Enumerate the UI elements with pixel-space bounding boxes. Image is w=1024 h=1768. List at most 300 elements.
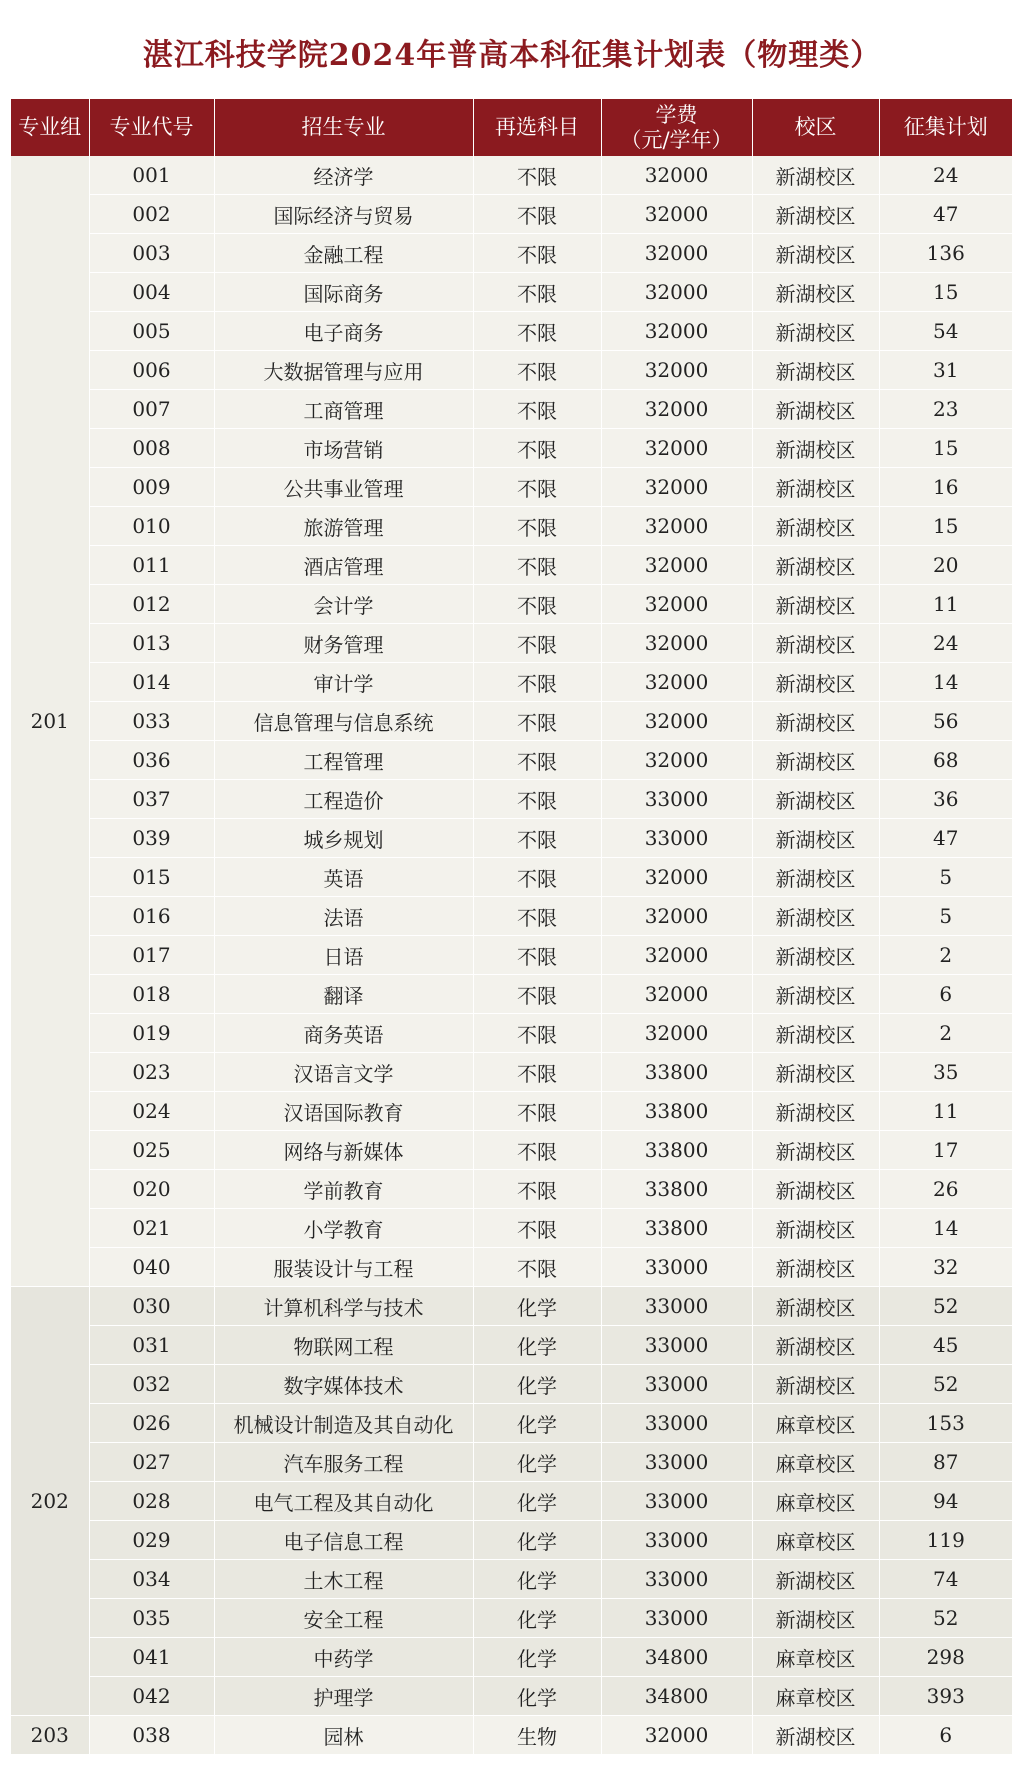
cell-subject: 不限 (473, 936, 601, 975)
header-code: 专业代号 (89, 99, 214, 156)
cell-code: 007 (89, 390, 214, 429)
table-body (11, 156, 1012, 1755)
cell-code: 041 (89, 1638, 214, 1677)
cell-quota: 47 (879, 819, 1012, 858)
table-header-row (11, 99, 1012, 156)
cell-subject: 不限 (473, 429, 601, 468)
cell-campus: 麻章校区 (752, 1677, 879, 1716)
table-row (11, 819, 1012, 858)
cell-tuition: 32000 (601, 897, 752, 936)
table-row (11, 1170, 1012, 1209)
cell-campus: 麻章校区 (752, 1404, 879, 1443)
cell-major: 物联网工程 (214, 1326, 473, 1365)
cell-tuition: 32000 (601, 507, 752, 546)
cell-quota: 11 (879, 1092, 1012, 1131)
header-quota: 征集计划 (879, 99, 1012, 156)
cell-code: 011 (89, 546, 214, 585)
cell-major: 护理学 (214, 1677, 473, 1716)
table-row (11, 1443, 1012, 1482)
cell-campus: 新湖校区 (752, 390, 879, 429)
cell-major: 土木工程 (214, 1560, 473, 1599)
cell-subject: 不限 (473, 1209, 601, 1248)
cell-tuition: 33000 (601, 780, 752, 819)
cell-major: 小学教育 (214, 1209, 473, 1248)
cell-quota: 2 (879, 936, 1012, 975)
cell-subject: 化学 (473, 1638, 601, 1677)
cell-subject: 不限 (473, 351, 601, 390)
cell-quota: 14 (879, 1209, 1012, 1248)
cell-quota: 2 (879, 1014, 1012, 1053)
cell-code: 028 (89, 1482, 214, 1521)
cell-code: 015 (89, 858, 214, 897)
cell-subject: 不限 (473, 195, 601, 234)
cell-subject: 化学 (473, 1326, 601, 1365)
table-row (11, 1677, 1012, 1716)
table-row (11, 429, 1012, 468)
cell-quota: 87 (879, 1443, 1012, 1482)
cell-quota: 16 (879, 468, 1012, 507)
cell-tuition: 33800 (601, 1209, 752, 1248)
cell-subject: 化学 (473, 1287, 601, 1326)
cell-subject: 不限 (473, 585, 601, 624)
cell-code: 039 (89, 819, 214, 858)
cell-campus: 新湖校区 (752, 507, 879, 546)
cell-quota: 23 (879, 390, 1012, 429)
cell-tuition: 32000 (601, 312, 752, 351)
cell-campus: 新湖校区 (752, 1209, 879, 1248)
cell-code: 042 (89, 1677, 214, 1716)
cell-major: 酒店管理 (214, 546, 473, 585)
cell-tuition: 32000 (601, 234, 752, 273)
cell-tuition: 32000 (601, 468, 752, 507)
cell-major: 英语 (214, 858, 473, 897)
table-row (11, 1092, 1012, 1131)
cell-tuition: 32000 (601, 429, 752, 468)
cell-quota: 5 (879, 858, 1012, 897)
cell-tuition: 34800 (601, 1638, 752, 1677)
cell-major: 法语 (214, 897, 473, 936)
table-row (11, 1131, 1012, 1170)
cell-tuition: 33000 (601, 1248, 752, 1287)
cell-major: 电气工程及其自动化 (214, 1482, 473, 1521)
cell-major: 经济学 (214, 156, 473, 195)
table-row (11, 468, 1012, 507)
cell-major: 汉语言文学 (214, 1053, 473, 1092)
cell-tuition: 32000 (601, 741, 752, 780)
cell-group: 203 (11, 1716, 89, 1755)
cell-subject: 化学 (473, 1404, 601, 1443)
cell-campus: 新湖校区 (752, 1716, 879, 1755)
cell-quota: 119 (879, 1521, 1012, 1560)
cell-tuition: 33000 (601, 1482, 752, 1521)
cell-code: 002 (89, 195, 214, 234)
cell-quota: 153 (879, 1404, 1012, 1443)
cell-major: 财务管理 (214, 624, 473, 663)
cell-campus: 新湖校区 (752, 624, 879, 663)
cell-campus: 新湖校区 (752, 1560, 879, 1599)
cell-subject: 不限 (473, 1014, 601, 1053)
cell-code: 040 (89, 1248, 214, 1287)
cell-code: 018 (89, 975, 214, 1014)
cell-code: 020 (89, 1170, 214, 1209)
cell-quota: 47 (879, 195, 1012, 234)
cell-subject: 不限 (473, 702, 601, 741)
cell-tuition: 32000 (601, 273, 752, 312)
cell-subject: 不限 (473, 1170, 601, 1209)
cell-code: 024 (89, 1092, 214, 1131)
header-campus: 校区 (752, 99, 879, 156)
cell-campus: 新湖校区 (752, 702, 879, 741)
cell-quota: 56 (879, 702, 1012, 741)
cell-subject: 化学 (473, 1521, 601, 1560)
cell-major: 汽车服务工程 (214, 1443, 473, 1482)
table-row (11, 1365, 1012, 1404)
header-group: 专业组 (11, 99, 89, 156)
cell-tuition: 33000 (601, 1404, 752, 1443)
cell-subject: 化学 (473, 1482, 601, 1521)
cell-quota: 26 (879, 1170, 1012, 1209)
cell-subject: 不限 (473, 975, 601, 1014)
cell-campus: 新湖校区 (752, 741, 879, 780)
cell-code: 033 (89, 702, 214, 741)
cell-subject: 不限 (473, 1092, 601, 1131)
table-row (11, 546, 1012, 585)
cell-tuition: 33000 (601, 1287, 752, 1326)
cell-campus: 新湖校区 (752, 1170, 879, 1209)
table-row (11, 1053, 1012, 1092)
cell-tuition: 32000 (601, 663, 752, 702)
cell-major: 安全工程 (214, 1599, 473, 1638)
cell-group: 201 (11, 156, 89, 1287)
table-row (11, 663, 1012, 702)
cell-tuition: 32000 (601, 624, 752, 663)
cell-major: 审计学 (214, 663, 473, 702)
table-row (11, 1404, 1012, 1443)
cell-quota: 11 (879, 585, 1012, 624)
cell-major: 金融工程 (214, 234, 473, 273)
table-row (11, 585, 1012, 624)
cell-campus: 新湖校区 (752, 1599, 879, 1638)
table-row (11, 741, 1012, 780)
cell-tuition: 33800 (601, 1053, 752, 1092)
cell-subject: 不限 (473, 273, 601, 312)
cell-code: 030 (89, 1287, 214, 1326)
cell-quota: 15 (879, 273, 1012, 312)
header-tuition: 学费 （元/学年） (601, 99, 752, 156)
cell-campus: 麻章校区 (752, 1443, 879, 1482)
cell-campus: 新湖校区 (752, 273, 879, 312)
cell-campus: 新湖校区 (752, 195, 879, 234)
cell-subject: 不限 (473, 234, 601, 273)
cell-code: 014 (89, 663, 214, 702)
cell-tuition: 33000 (601, 1326, 752, 1365)
cell-quota: 54 (879, 312, 1012, 351)
cell-campus: 新湖校区 (752, 585, 879, 624)
cell-code: 034 (89, 1560, 214, 1599)
cell-tuition: 32000 (601, 390, 752, 429)
cell-tuition: 33800 (601, 1170, 752, 1209)
cell-code: 013 (89, 624, 214, 663)
table-row (11, 1560, 1012, 1599)
table-row (11, 858, 1012, 897)
cell-quota: 15 (879, 507, 1012, 546)
cell-major: 学前教育 (214, 1170, 473, 1209)
cell-tuition: 32000 (601, 195, 752, 234)
cell-major: 计算机科学与技术 (214, 1287, 473, 1326)
cell-major: 中药学 (214, 1638, 473, 1677)
cell-tuition: 33800 (601, 1131, 752, 1170)
cell-major: 信息管理与信息系统 (214, 702, 473, 741)
cell-quota: 393 (879, 1677, 1012, 1716)
cell-subject: 不限 (473, 741, 601, 780)
cell-major: 会计学 (214, 585, 473, 624)
cell-tuition: 32000 (601, 1716, 752, 1755)
cell-code: 025 (89, 1131, 214, 1170)
cell-campus: 新湖校区 (752, 819, 879, 858)
cell-code: 031 (89, 1326, 214, 1365)
cell-tuition: 33000 (601, 1521, 752, 1560)
cell-major: 电子信息工程 (214, 1521, 473, 1560)
table-row (11, 1638, 1012, 1677)
cell-campus: 新湖校区 (752, 312, 879, 351)
cell-campus: 新湖校区 (752, 1053, 879, 1092)
cell-campus: 新湖校区 (752, 468, 879, 507)
cell-quota: 52 (879, 1599, 1012, 1638)
cell-subject: 不限 (473, 390, 601, 429)
cell-code: 004 (89, 273, 214, 312)
cell-subject: 化学 (473, 1677, 601, 1716)
cell-code: 021 (89, 1209, 214, 1248)
cell-campus: 新湖校区 (752, 156, 879, 195)
cell-campus: 麻章校区 (752, 1521, 879, 1560)
table-row (11, 1287, 1012, 1326)
cell-campus: 新湖校区 (752, 546, 879, 585)
cell-major: 工程造价 (214, 780, 473, 819)
cell-campus: 新湖校区 (752, 663, 879, 702)
cell-tuition: 32000 (601, 975, 752, 1014)
cell-campus: 麻章校区 (752, 1482, 879, 1521)
table-row (11, 1326, 1012, 1365)
cell-subject: 不限 (473, 312, 601, 351)
cell-tuition: 33000 (601, 1365, 752, 1404)
cell-tuition: 32000 (601, 351, 752, 390)
table-row (11, 273, 1012, 312)
cell-code: 005 (89, 312, 214, 351)
cell-major: 日语 (214, 936, 473, 975)
cell-code: 032 (89, 1365, 214, 1404)
cell-code: 009 (89, 468, 214, 507)
cell-quota: 32 (879, 1248, 1012, 1287)
cell-quota: 52 (879, 1365, 1012, 1404)
table-row (11, 234, 1012, 273)
cell-major: 翻译 (214, 975, 473, 1014)
cell-campus: 新湖校区 (752, 351, 879, 390)
cell-major: 机械设计制造及其自动化 (214, 1404, 473, 1443)
table-row (11, 1599, 1012, 1638)
cell-subject: 化学 (473, 1599, 601, 1638)
cell-major: 公共事业管理 (214, 468, 473, 507)
cell-code: 036 (89, 741, 214, 780)
cell-tuition: 32000 (601, 1014, 752, 1053)
enrollment-table (11, 99, 1012, 1755)
cell-subject: 不限 (473, 780, 601, 819)
cell-code: 001 (89, 156, 214, 195)
cell-quota: 136 (879, 234, 1012, 273)
table-row (11, 1014, 1012, 1053)
cell-campus: 新湖校区 (752, 936, 879, 975)
cell-campus: 新湖校区 (752, 897, 879, 936)
cell-major: 服装设计与工程 (214, 1248, 473, 1287)
table-row (11, 156, 1012, 195)
cell-major: 汉语国际教育 (214, 1092, 473, 1131)
cell-tuition: 32000 (601, 936, 752, 975)
cell-subject: 不限 (473, 1053, 601, 1092)
header-subject: 再选科目 (473, 99, 601, 156)
cell-quota: 6 (879, 975, 1012, 1014)
cell-major: 园林 (214, 1716, 473, 1755)
cell-quota: 45 (879, 1326, 1012, 1365)
cell-quota: 17 (879, 1131, 1012, 1170)
cell-subject: 不限 (473, 624, 601, 663)
table-row (11, 1521, 1012, 1560)
cell-code: 008 (89, 429, 214, 468)
cell-code: 017 (89, 936, 214, 975)
cell-quota: 24 (879, 156, 1012, 195)
cell-quota: 68 (879, 741, 1012, 780)
cell-quota: 6 (879, 1716, 1012, 1755)
table-row (11, 897, 1012, 936)
cell-quota: 36 (879, 780, 1012, 819)
cell-tuition: 32000 (601, 546, 752, 585)
cell-tuition: 33000 (601, 1443, 752, 1482)
cell-campus: 新湖校区 (752, 429, 879, 468)
cell-quota: 298 (879, 1638, 1012, 1677)
cell-subject: 不限 (473, 858, 601, 897)
cell-tuition: 32000 (601, 585, 752, 624)
table-row (11, 702, 1012, 741)
cell-subject: 不限 (473, 897, 601, 936)
cell-campus: 新湖校区 (752, 1248, 879, 1287)
table-row (11, 975, 1012, 1014)
cell-major: 市场营销 (214, 429, 473, 468)
cell-code: 026 (89, 1404, 214, 1443)
cell-tuition: 33800 (601, 1092, 752, 1131)
cell-code: 038 (89, 1716, 214, 1755)
cell-code: 037 (89, 780, 214, 819)
cell-code: 035 (89, 1599, 214, 1638)
page-title: 湛江科技学院2024年普高本科征集计划表（物理类） (142, 38, 882, 73)
cell-major: 国际经济与贸易 (214, 195, 473, 234)
cell-code: 027 (89, 1443, 214, 1482)
cell-major: 旅游管理 (214, 507, 473, 546)
header-major: 招生专业 (214, 99, 473, 156)
cell-major: 国际商务 (214, 273, 473, 312)
cell-major: 大数据管理与应用 (214, 351, 473, 390)
cell-quota: 35 (879, 1053, 1012, 1092)
table-row (11, 351, 1012, 390)
cell-tuition: 34800 (601, 1677, 752, 1716)
cell-major: 电子商务 (214, 312, 473, 351)
cell-code: 010 (89, 507, 214, 546)
cell-code: 023 (89, 1053, 214, 1092)
cell-campus: 新湖校区 (752, 858, 879, 897)
cell-major: 商务英语 (214, 1014, 473, 1053)
table-row (11, 195, 1012, 234)
cell-code: 012 (89, 585, 214, 624)
cell-subject: 不限 (473, 663, 601, 702)
cell-major: 工程管理 (214, 741, 473, 780)
cell-code: 006 (89, 351, 214, 390)
table-row (11, 1248, 1012, 1287)
cell-quota: 15 (879, 429, 1012, 468)
cell-group: 202 (11, 1287, 89, 1716)
cell-quota: 5 (879, 897, 1012, 936)
cell-major: 数字媒体技术 (214, 1365, 473, 1404)
cell-subject: 生物 (473, 1716, 601, 1755)
table-row (11, 1716, 1012, 1755)
cell-quota: 31 (879, 351, 1012, 390)
cell-code: 016 (89, 897, 214, 936)
cell-code: 029 (89, 1521, 214, 1560)
cell-quota: 14 (879, 663, 1012, 702)
cell-campus: 新湖校区 (752, 1326, 879, 1365)
cell-major: 城乡规划 (214, 819, 473, 858)
cell-code: 019 (89, 1014, 214, 1053)
table-row (11, 1482, 1012, 1521)
cell-code: 003 (89, 234, 214, 273)
cell-campus: 新湖校区 (752, 780, 879, 819)
cell-subject: 不限 (473, 546, 601, 585)
cell-campus: 新湖校区 (752, 1365, 879, 1404)
cell-quota: 94 (879, 1482, 1012, 1521)
cell-campus: 新湖校区 (752, 234, 879, 273)
cell-tuition: 33000 (601, 1560, 752, 1599)
table-row (11, 312, 1012, 351)
table-row (11, 507, 1012, 546)
cell-subject: 化学 (473, 1365, 601, 1404)
table-row (11, 1209, 1012, 1248)
cell-subject: 不限 (473, 507, 601, 546)
cell-tuition: 33000 (601, 819, 752, 858)
cell-campus: 新湖校区 (752, 1014, 879, 1053)
cell-campus: 新湖校区 (752, 1287, 879, 1326)
cell-tuition: 33000 (601, 1599, 752, 1638)
cell-major: 工商管理 (214, 390, 473, 429)
cell-subject: 不限 (473, 1248, 601, 1287)
table-row (11, 780, 1012, 819)
cell-subject: 化学 (473, 1443, 601, 1482)
cell-subject: 不限 (473, 819, 601, 858)
cell-subject: 不限 (473, 156, 601, 195)
cell-subject: 化学 (473, 1560, 601, 1599)
cell-campus: 新湖校区 (752, 1092, 879, 1131)
cell-major: 网络与新媒体 (214, 1131, 473, 1170)
cell-quota: 52 (879, 1287, 1012, 1326)
cell-quota: 74 (879, 1560, 1012, 1599)
cell-tuition: 32000 (601, 858, 752, 897)
cell-subject: 不限 (473, 468, 601, 507)
table-row (11, 936, 1012, 975)
table-row (11, 624, 1012, 663)
table-row (11, 390, 1012, 429)
cell-tuition: 32000 (601, 156, 752, 195)
cell-tuition: 32000 (601, 702, 752, 741)
cell-campus: 麻章校区 (752, 1638, 879, 1677)
cell-subject: 不限 (473, 1131, 601, 1170)
cell-campus: 新湖校区 (752, 1131, 879, 1170)
cell-campus: 新湖校区 (752, 975, 879, 1014)
cell-quota: 24 (879, 624, 1012, 663)
